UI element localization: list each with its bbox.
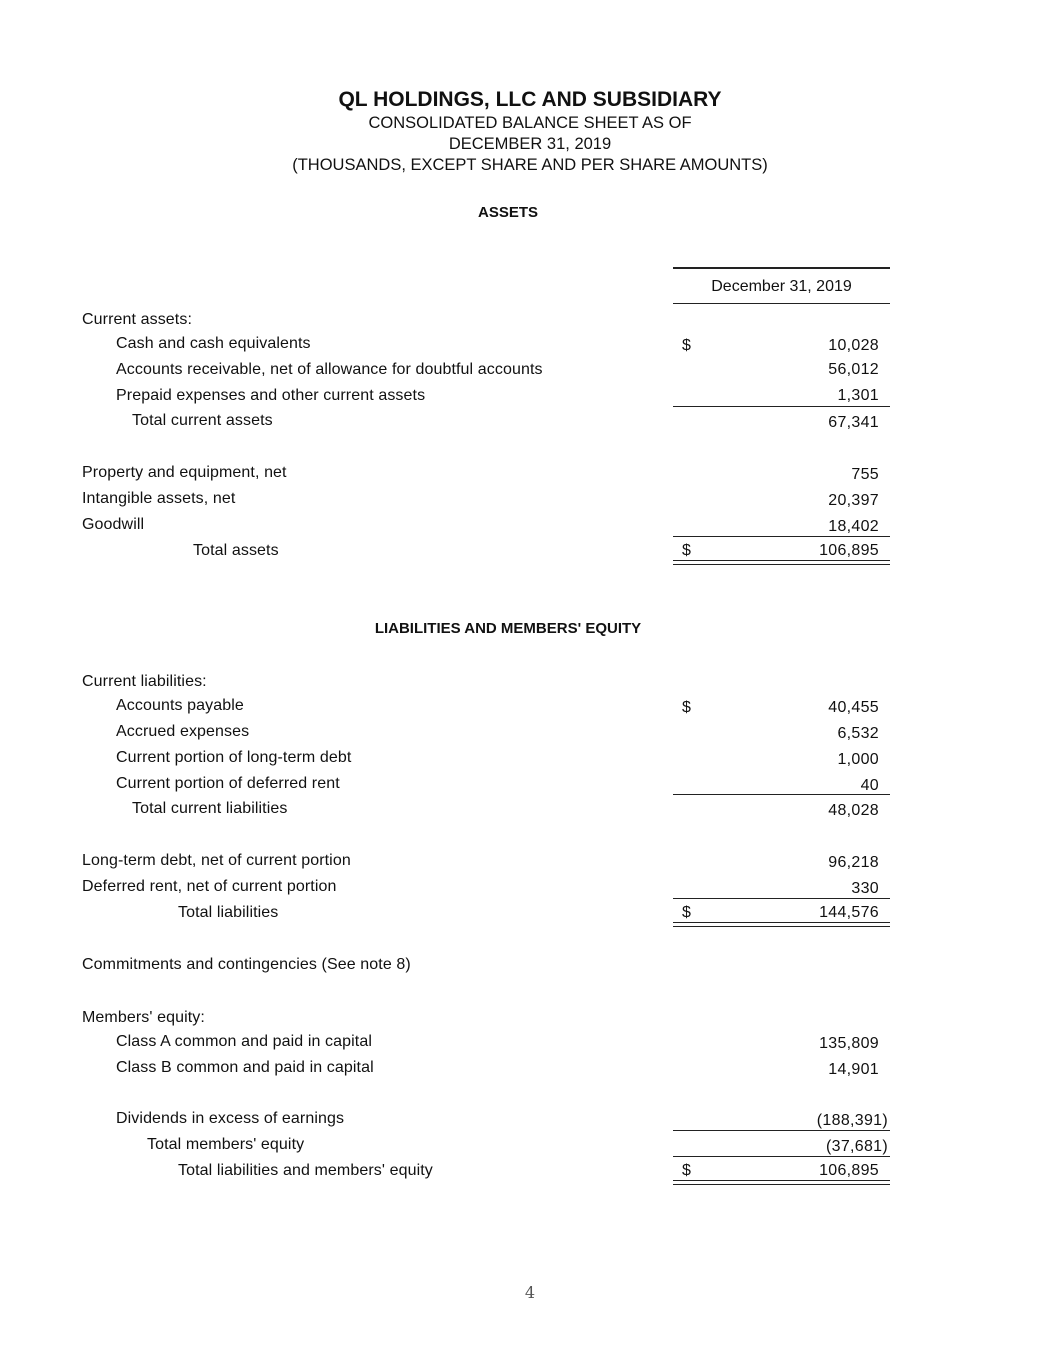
dividends-label: Dividends in excess of earnings [116, 1110, 345, 1127]
column-header-top-rule [673, 267, 890, 269]
deferred-rent-label: Deferred rent, net of current portion [82, 878, 337, 895]
total-liabilities-label: Total liabilities [178, 904, 279, 921]
statement-title: CONSOLIDATED BALANCE SHEET AS OF [368, 114, 692, 132]
members-equity-heading: Members' equity: [82, 1009, 205, 1026]
total-liabilities-equity-double-underline [673, 1180, 890, 1185]
class-b-value: 14,901 [828, 1061, 879, 1078]
intangible-value: 20,397 [828, 492, 879, 509]
commitments-label: Commitments and contingencies (See note 8) [82, 956, 411, 973]
cash-dollar-sign: $ [682, 337, 691, 354]
total-current-assets-rule [673, 406, 890, 407]
long-term-debt-value: 96,218 [828, 854, 879, 871]
total-current-liabilities-value: 48,028 [828, 802, 879, 819]
prepaid-label: Prepaid expenses and other current assets [116, 387, 426, 404]
liabilities-equity-section-heading: LIABILITIES AND MEMBERS' EQUITY [374, 620, 642, 637]
total-liabilities-value: 144,576 [819, 904, 879, 921]
total-liabilities-equity-rule [673, 1156, 890, 1157]
page-number: 4 [524, 1283, 536, 1302]
current-deferred-rent-label: Current portion of deferred rent [116, 775, 340, 792]
statement-date: DECEMBER 31, 2019 [448, 135, 612, 153]
intangible-label: Intangible assets, net [82, 490, 236, 507]
column-header-bottom-rule [673, 303, 890, 304]
class-b-label: Class B common and paid in capital [116, 1059, 374, 1076]
total-members-equity-value: (37,681) [826, 1138, 888, 1155]
deferred-rent-value: 330 [851, 880, 879, 897]
goodwill-value: 18,402 [828, 518, 879, 535]
company-title: QL HOLDINGS, LLC AND SUBSIDIARY [338, 88, 722, 111]
current-assets-heading: Current assets: [82, 311, 192, 328]
class-a-label: Class A common and paid in capital [116, 1033, 372, 1050]
column-header: December 31, 2019 [711, 278, 852, 295]
cash-label: Cash and cash equivalents [116, 335, 311, 352]
accounts-payable-label: Accounts payable [116, 697, 244, 714]
goodwill-label: Goodwill [82, 516, 145, 533]
total-liabilities-equity-dollar-sign: $ [682, 1162, 691, 1179]
total-assets-dollar-sign: $ [682, 542, 691, 559]
ppe-value: 755 [851, 466, 879, 483]
total-current-assets-label: Total current assets [132, 412, 273, 429]
total-members-equity-label: Total members' equity [147, 1136, 305, 1153]
total-liabilities-rule [673, 898, 890, 899]
long-term-debt-label: Long-term debt, net of current portion [82, 852, 351, 869]
total-assets-rule [673, 536, 890, 537]
cash-value: 10,028 [828, 337, 879, 354]
accounts-payable-value: 40,455 [828, 699, 879, 716]
accounts-receivable-label: Accounts receivable, net of allowance for doubtful accounts [116, 361, 543, 378]
class-a-value: 135,809 [819, 1035, 879, 1052]
accrued-expenses-label: Accrued expenses [116, 723, 250, 740]
total-liabilities-equity-label: Total liabilities and members' equity [178, 1162, 433, 1179]
total-current-liabilities-label: Total current liabilities [132, 800, 288, 817]
total-current-assets-value: 67,341 [828, 414, 879, 431]
prepaid-value: 1,301 [837, 387, 879, 404]
total-liabilities-dollar-sign: $ [682, 904, 691, 921]
current-liabilities-heading: Current liabilities: [82, 673, 207, 690]
statement-units: (THOUSANDS, EXCEPT SHARE AND PER SHARE AMOUNTS) [292, 156, 768, 174]
current-deferred-rent-value: 40 [860, 777, 879, 794]
total-liabilities-double-underline [673, 922, 890, 927]
total-assets-label: Total assets [193, 542, 279, 559]
ppe-label: Property and equipment, net [82, 464, 287, 481]
total-assets-double-underline [673, 560, 890, 565]
dividends-value: (188,391) [816, 1112, 888, 1129]
current-ltd-value: 1,000 [837, 751, 879, 768]
total-assets-value: 106,895 [819, 542, 879, 559]
accounts-receivable-value: 56,012 [828, 361, 879, 378]
current-ltd-label: Current portion of long-term debt [116, 749, 352, 766]
accrued-expenses-value: 6,532 [837, 725, 879, 742]
total-current-liabilities-rule [673, 794, 890, 795]
total-liabilities-equity-value: 106,895 [819, 1162, 879, 1179]
assets-section-heading: ASSETS [477, 204, 538, 221]
accounts-payable-dollar-sign: $ [682, 699, 691, 716]
total-members-equity-rule [673, 1130, 890, 1131]
